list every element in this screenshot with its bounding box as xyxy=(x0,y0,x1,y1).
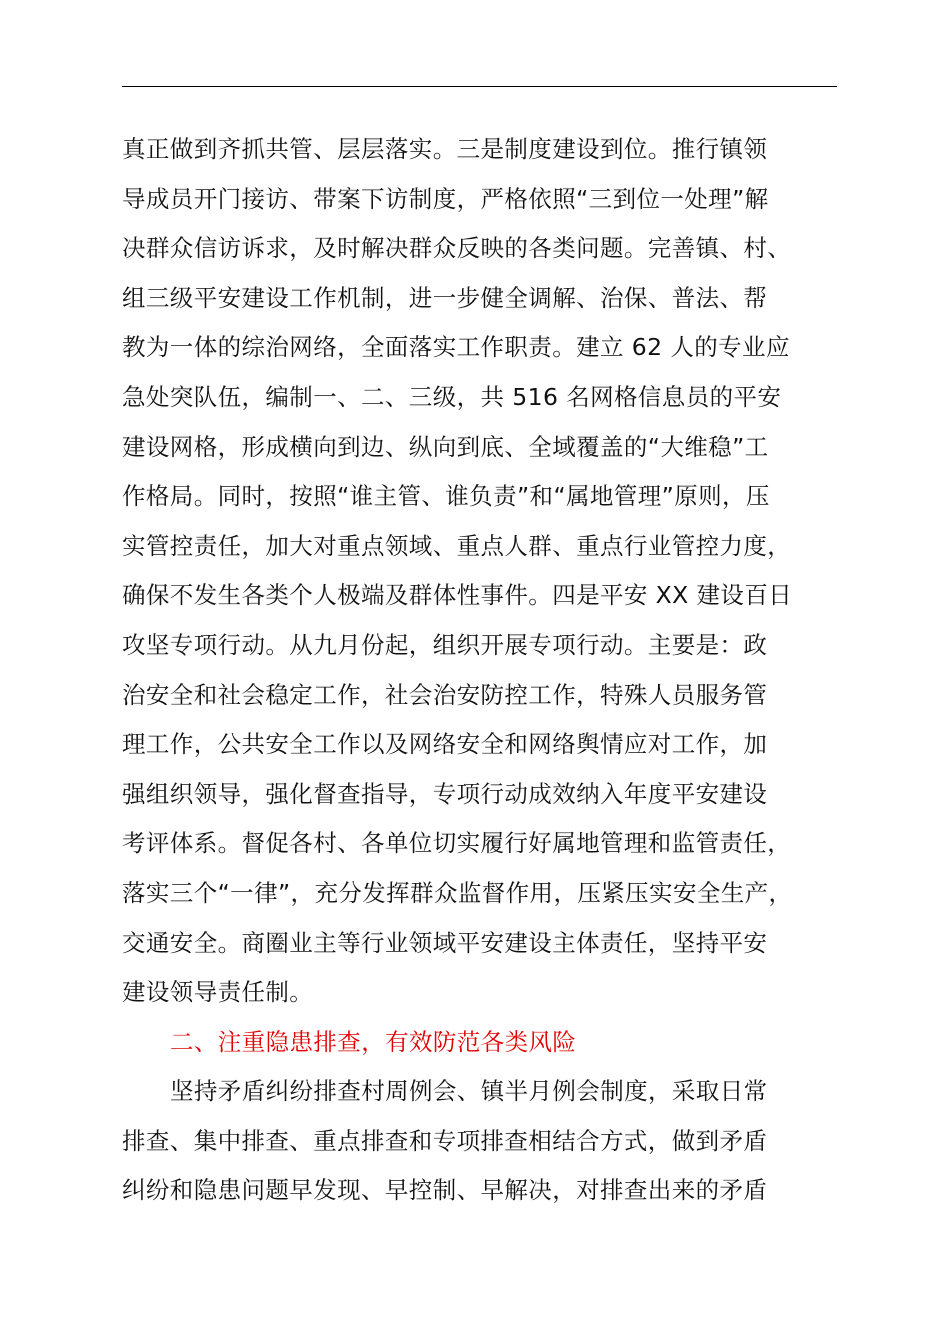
text-line: 交通安全。商圈业主等行业领域平安建设主体责任，坚持平安 xyxy=(122,928,768,957)
paragraph-2 xyxy=(122,1067,862,1216)
section-heading: 二、注重隐患排查，有效防范各类风险 xyxy=(170,1027,577,1056)
text-line: 建设领导责任制。 xyxy=(122,978,314,1007)
text-line: 导成员开门接访、带案下访制度，严格依照“三到位一处理”解 xyxy=(122,184,769,213)
text-line: 真正做到齐抓共管、层层落实。三是制度建设到位。推行镇领 xyxy=(122,135,768,163)
document-body xyxy=(122,125,862,1216)
text-line: 决群众信访诉求，及时解决群众反映的各类问题。完善镇、村、 xyxy=(122,234,792,263)
header-rule xyxy=(122,86,837,87)
text-line: 坚持矛盾纠纷排查村周例会、镇半月例会制度，采取日常 xyxy=(170,1077,768,1106)
text-line: 实管控责任，加大对重点领域、重点人群、重点行业管控力度， xyxy=(122,531,792,560)
text-line: 考评体系。督促各村、各单位切实履行好属地管理和监管责任， xyxy=(122,829,792,858)
text-line: 攻坚专项行动。从九月份起，组织开展专项行动。主要是：政 xyxy=(122,630,768,659)
text-line: 作格局。同时，按照“谁主管、谁负责”和“属地管理”原则，压 xyxy=(122,482,770,511)
paragraph-1 xyxy=(122,125,862,1018)
text-line: 强组织领导，强化督查指导，专项行动成效纳入年度平安建设 xyxy=(122,779,768,808)
text-line: 建设网格，形成横向到边、纵向到底、全域覆盖的“大维稳”工 xyxy=(122,432,769,461)
text-line: 急处突队伍，编制一、二、三级，共 516 名网格信息员的平安 xyxy=(122,382,782,411)
text-line: 确保不发生各类个人极端及群体性事件。四是平安 XX 建设百日 xyxy=(122,581,793,610)
text-line: 落实三个“一律”，充分发挥群众监督作用，压紧压实安全生产， xyxy=(122,878,793,907)
text-line: 教为一体的综治网络，全面落实工作职责。建立 62 人的专业应 xyxy=(122,333,790,362)
text-line: 纠纷和隐患问题早发现、早控制、早解决，对排查出来的矛盾 xyxy=(122,1176,768,1205)
text-line: 组三级平安建设工作机制，进一步健全调解、治保、普法、帮 xyxy=(122,283,768,312)
text-line: 理工作，公共安全工作以及网络安全和网络舆情应对工作，加 xyxy=(122,730,768,759)
text-line: 排查、集中排查、重点排查和专项排查相结合方式，做到矛盾 xyxy=(122,1126,768,1155)
text-line: 治安全和社会稳定工作，社会治安防控工作，特殊人员服务管 xyxy=(122,680,768,709)
